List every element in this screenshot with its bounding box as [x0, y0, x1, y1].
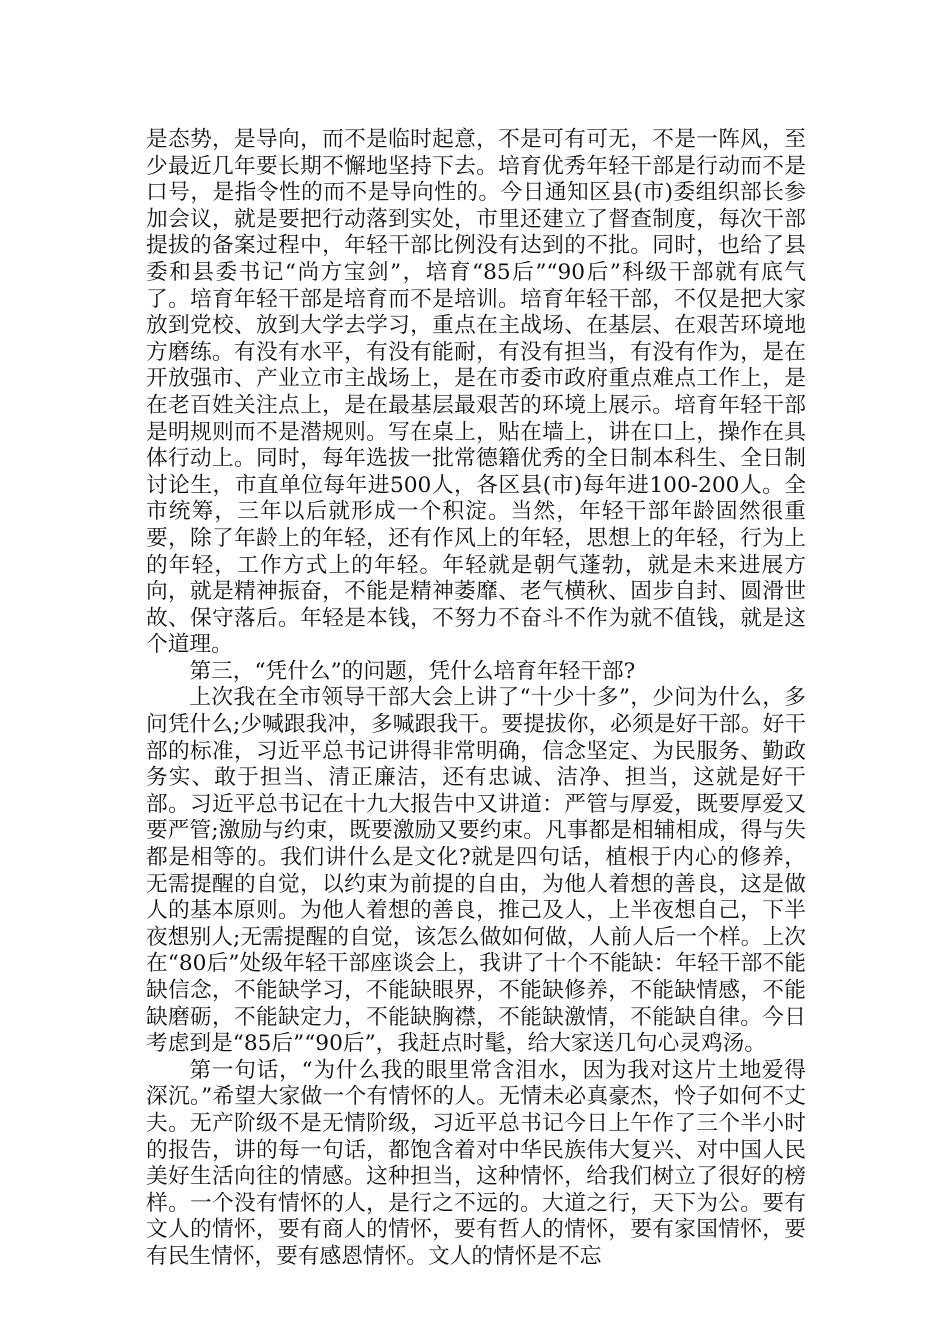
body-paragraph-3: 第一句话，“为什么我的眼里常含泪水，因为我对这片土地爱得深沉。”希望大家做一个有情怀的人。无情未必真豪杰，怜子如何不丈夫。无产阶级不是无情阶级，习近平总书记今日上午作了三个半小时的报告，讲的每一句话，都饱含着对中华民族伟大复兴、对中国人民美好生活向往的情感。这种担当，这种情怀，给我们树立了很好的榜样。一个没有情怀的人，是行之不远的。大道之行，天下为公。要有文人的情怀，要有商人的情怀，要有哲人的情怀，要有家国情怀，要有民生情怀，要有感恩情怀。文人的情怀是不忘: [146, 1057, 806, 1269]
section-heading-third: 第三，“凭什么”的问题，凭什么培育年轻干部?: [189, 658, 636, 684]
document-page: [146, 127, 806, 1271]
body-paragraph-2: 上次我在全市领导干部大会上讲了“十少十多”，少问为什么，多问凭什么;少喊跟我冲，多喊跟我干。要提拔你，必须是好干部。好干部的标准，习近平总书记讲得非常明确，信念坚定、为民服务、勤政务实、敢于担当、清正廉洁，还有忠诚、洁净、担当，这就是好干部。习近平总书记在十九大报告中又讲道：严管与厚爱，既要厚爱又要严管;激励与约束，既要激励又要约束。凡事都是相辅相成，得与失都是相等的。我们讲什么是文化?就是四句话，植根于内心的修养，无需提醒的自觉，以约束为前提的自由，为他人着想的善良，这是做人的基本原则。为他人着想的善良，推己及人，上半夜想自己，下半夜想别人;无需提醒的自觉，该怎么做如何做，人前人后一个样。上次在“80后”处级年轻干部座谈会上，我讲了十个不能缺：年轻干部不能缺信念，不能缺学习，不能缺眼界，不能缺修养，不能缺情感，不能缺磨砺，不能缺定力，不能缺胸襟，不能缺激情，不能缺自律。今日考虑到是“85后”“90后”，我赶点时髦，给大家送几句心灵鸡汤。: [146, 685, 806, 1057]
body-paragraph-1: 是态势，是导向，而不是临时起意，不是可有可无，不是一阵风，至少最近几年要长期不懈地坚持下去。培育优秀年轻干部是行动而不是口号，是指令性的而不是导向性的。今日通知区县(市)委组织部长参加会议，就是要把行动落到实处，市里还建立了督查制度，每次干部提拔的备案过程中，年轻干部比例没有达到的不批。同时，也给了县委和县委书记“尚方宝剑”，培育“85后”“90后”科级干部就有底气了。培育年轻干部是培育而不是培训。培育年轻干部，不仅是把大家放到党校、放到大学去学习，重点在主战场、在基层、在艰苦环境地方磨练。有没有水平，有没有能耐，有没有担当，有没有作为，是在开放强市、产业立市主战场上，是在市委市政府重点难点工作上，是在老百姓关注点上，是在最基层最艰苦的环境上展示。培育年轻干部是明规则而不是潜规则。写在桌上，贴在墙上，讲在口上，操作在具体行动上。同时，每年选拔一批常德籍优秀的全日制本科生、全日制讨论生，市直单位每年进500人，各区县(市)每年进100-200人。全市统筹，三年以后就形成一个积淀。当然，年轻干部年龄固然很重要，除了年龄上的年轻，还有作风上的年轻，思想上的年轻，行为上的年轻，工作方式上的年轻。年轻就是朝气蓬勃，就是未来进展方向，就是精神振奋，不能是精神萎靡、老气横秋、固步自封、圆滑世故、保守落后。年轻是本钱，不努力不奋斗不作为就不值钱，就是这个道理。: [146, 127, 806, 658]
